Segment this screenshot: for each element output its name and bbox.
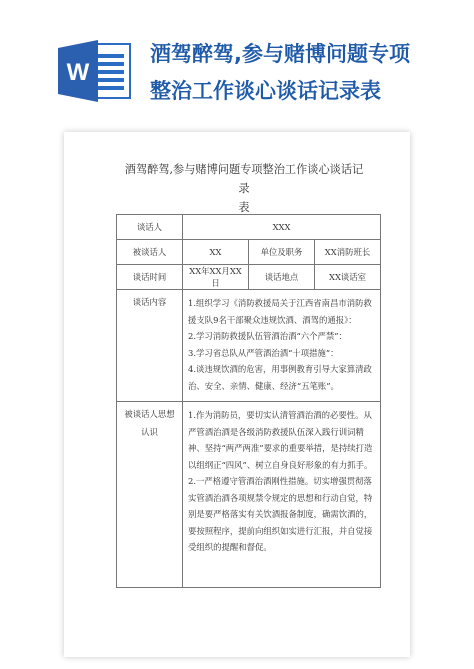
document-page xyxy=(64,132,410,657)
banner-title xyxy=(150,36,460,110)
talk-time-value: XX年XX月XX日 xyxy=(183,265,249,290)
table-row xyxy=(117,402,381,588)
talk-content-item: 3.学习省总队从严管酒治酒“十项措施”： xyxy=(188,347,339,358)
talk-location-label: 谈话地点 xyxy=(249,265,315,290)
banner-title-line-2: 整治工作谈心谈话记录表 xyxy=(150,79,381,103)
talk-location-value: XX谈话室 xyxy=(315,265,381,290)
talk-content-item: 2.学习消防救援队伍管酒治酒“六个严禁”： xyxy=(188,331,347,341)
interviewee-value: XX xyxy=(183,240,249,265)
document-title-line-1: 酒驾醉驾,参与赌博问题专项整治工作谈心谈话记录 xyxy=(124,163,364,195)
banner-title-line-1: 酒驾醉驾,参与赌博问题专项 xyxy=(150,42,410,66)
interviewer-label: 谈话人 xyxy=(117,215,183,240)
table-row xyxy=(117,290,381,402)
word-document-icon xyxy=(58,40,132,102)
understanding-label-line-1: 被谈话人思想 xyxy=(124,409,175,419)
talk-content-label: 谈话内容 xyxy=(117,290,183,402)
interviewee-label: 被谈话人 xyxy=(117,240,183,265)
table-row xyxy=(117,240,381,265)
table-row xyxy=(117,215,381,240)
understanding-body xyxy=(183,402,381,588)
understanding-label-line-2: 认识 xyxy=(141,427,158,437)
understanding-item: 2.一严格遵守管酒治酒刚性措施。切实增强贯彻落实管酒治酒各项规禁令规定的思想和行动自觉，特别是要严格落实有关饮酒报备制度，确需饮酒的，要按照程序，提前向组织如实进行汇报，并自觉接受组织的提醒和督促。 xyxy=(188,476,373,552)
unit-position-value: XX消防班长 xyxy=(315,240,381,265)
unit-position-label: 单位及职务 xyxy=(249,240,315,265)
interviewer-value: XXX xyxy=(183,215,381,240)
understanding-label xyxy=(117,402,183,588)
svg-text:W: W xyxy=(66,59,90,86)
table-row xyxy=(117,265,381,290)
talk-content-item: 4.谈违规饮酒的危害，用事例教育引导大家算清政治、安全、亲情、健康、经济“五笔账”。 xyxy=(188,364,372,391)
document-title-line-2: 表 xyxy=(238,201,250,214)
talk-time-label: 谈话时间 xyxy=(117,265,183,290)
document-title xyxy=(124,160,364,217)
understanding-item: 1.作为消防员，要切实认清管酒治酒的必要性。从严管酒治酒是各级消防救援队伍深入践行训词精神、坚持“两严两准”要求的重要举措，是持续打造以组纲正“四风”、树立自身良好形象的有力抓手。 xyxy=(188,410,373,470)
record-table xyxy=(116,214,381,588)
talk-content-body xyxy=(183,290,381,402)
talk-content-item: 1.组织学习《消防救援局关于江西省南昌市消防救援支队9名干部聚众违规饮酒、酒驾的通报》： xyxy=(188,298,372,325)
header-banner xyxy=(0,0,474,120)
